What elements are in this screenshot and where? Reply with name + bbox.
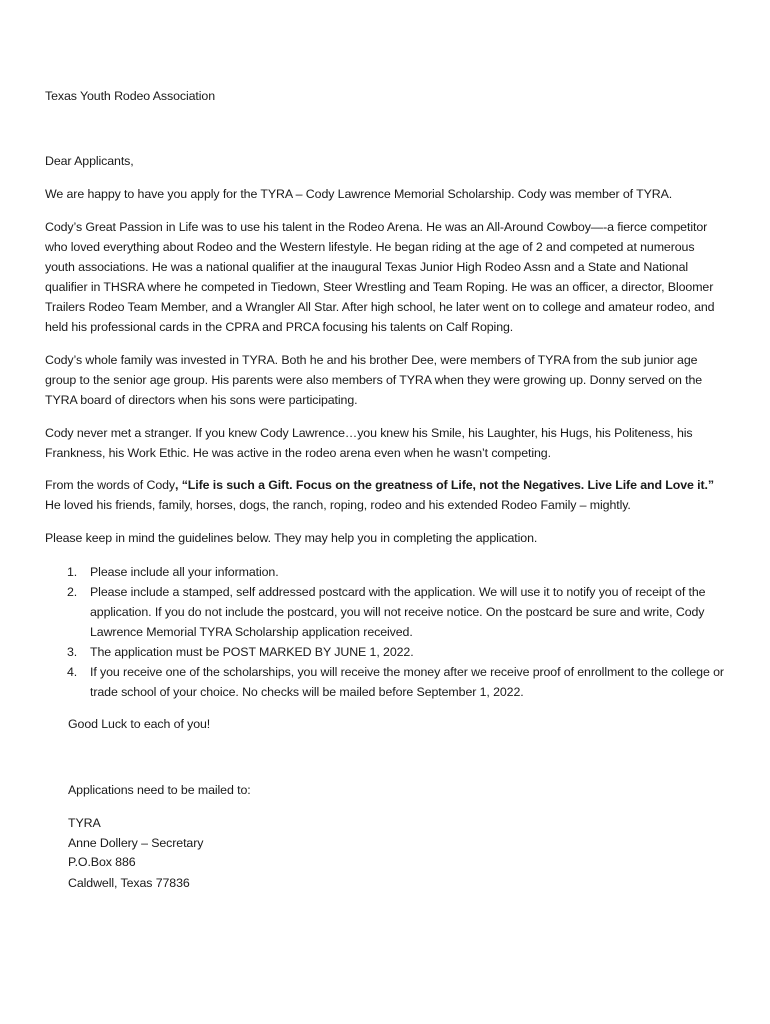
address-line-pobox: P.O.Box 886 [68,855,136,869]
guidelines-list [45,562,725,702]
cody-quote: , “Life is such a Gift. Focus on the greatness of Life, not the Negatives. Live Life and Love it.” [175,478,714,492]
list-item [45,562,725,582]
address-line-org: TYRA [68,816,101,830]
greeting: Dear Applicants, [45,154,134,168]
passion-paragraph: Cody’s Great Passion in Life was to use his talent in the Rodeo Arena. He was an All-Around Cowboy—-a fierce competitor who loved everything about Rodeo and the Western lifestyle. He began riding at the age of 2 and competed at numerous youth associations. He was a national qualifier at the inaugural Texas Junior High Rodeo Assn and a State and National qualifier in THSRA where he competed in Tiedown, Steer Wrestling and Team Roping. He was an officer, a director, Bloomer Trailers Rodeo Team Member, and a Wrangler All Star. After high school, he later went on to college and amateur rodeo, and held his professional cards in the CPRA and PRCA focusing his talents on Calf Roping. [45,220,715,334]
address-line-contact: Anne Dollery – Secretary [68,836,204,850]
mail-instructions: Applications need to be mailed to: [68,783,251,797]
list-item-number: 4. [67,665,78,679]
guidelines-intro: Please keep in mind the guidelines below. They may help you in completing the application. [45,531,538,545]
list-item [45,642,725,662]
quote-paragraph [45,475,725,515]
list-item-text: Please include a stamped, self addressed postcard with the application. We will use it to notify you of receipt of the application. If you do not include the postcard, you will not receive notice. On the postcard be sure and write, Cody Lawrence Memorial TYRA Scholarship application received. [90,585,706,639]
intro-paragraph: We are happy to have you apply for the TYRA – Cody Lawrence Memorial Scholarship. Cody was member of TYRA. [45,187,673,201]
organization-name: Texas Youth Rodeo Association [45,89,216,103]
list-item-text: Please include all your information. [90,565,279,579]
list-item-text: If you receive one of the scholarships, you will receive the money after we receive proof of enrollment to the college or trade school of your choice. No checks will be mailed before September 1, 2022. [90,665,724,699]
list-item-number: 2. [67,585,78,599]
address-line-city: Caldwell, Texas 77836 [68,876,190,890]
list-item-number: 1. [67,565,78,579]
stranger-paragraph: Cody never met a stranger. If you knew Cody Lawrence…you knew his Smile, his Laughter, his Hugs, his Politeness, his Frankness, his Work Ethic. He was active in the rodeo arena even when he wasn’t competing. [45,426,693,460]
quote-prefix: From the words of Cody [45,478,176,492]
closing-line: Good Luck to each of you! [68,717,211,731]
list-item-number: 3. [67,645,78,659]
list-item-text: The application must be POST MARKED BY JUNE 1, 2022. [90,645,414,659]
list-item [45,582,725,642]
list-item [45,662,725,702]
family-paragraph: Cody’s whole family was invested in TYRA. Both he and his brother Dee, were members of TYRA from the sub junior age group to the senior age group. His parents were also members of TYRA when they were growing up. Donny served on the TYRA board of directors when his sons were participating. [45,353,703,407]
quote-suffix: He loved his friends, family, horses, dogs, the ranch, roping, rodeo and his extended Rodeo Family – mightly. [45,498,631,512]
